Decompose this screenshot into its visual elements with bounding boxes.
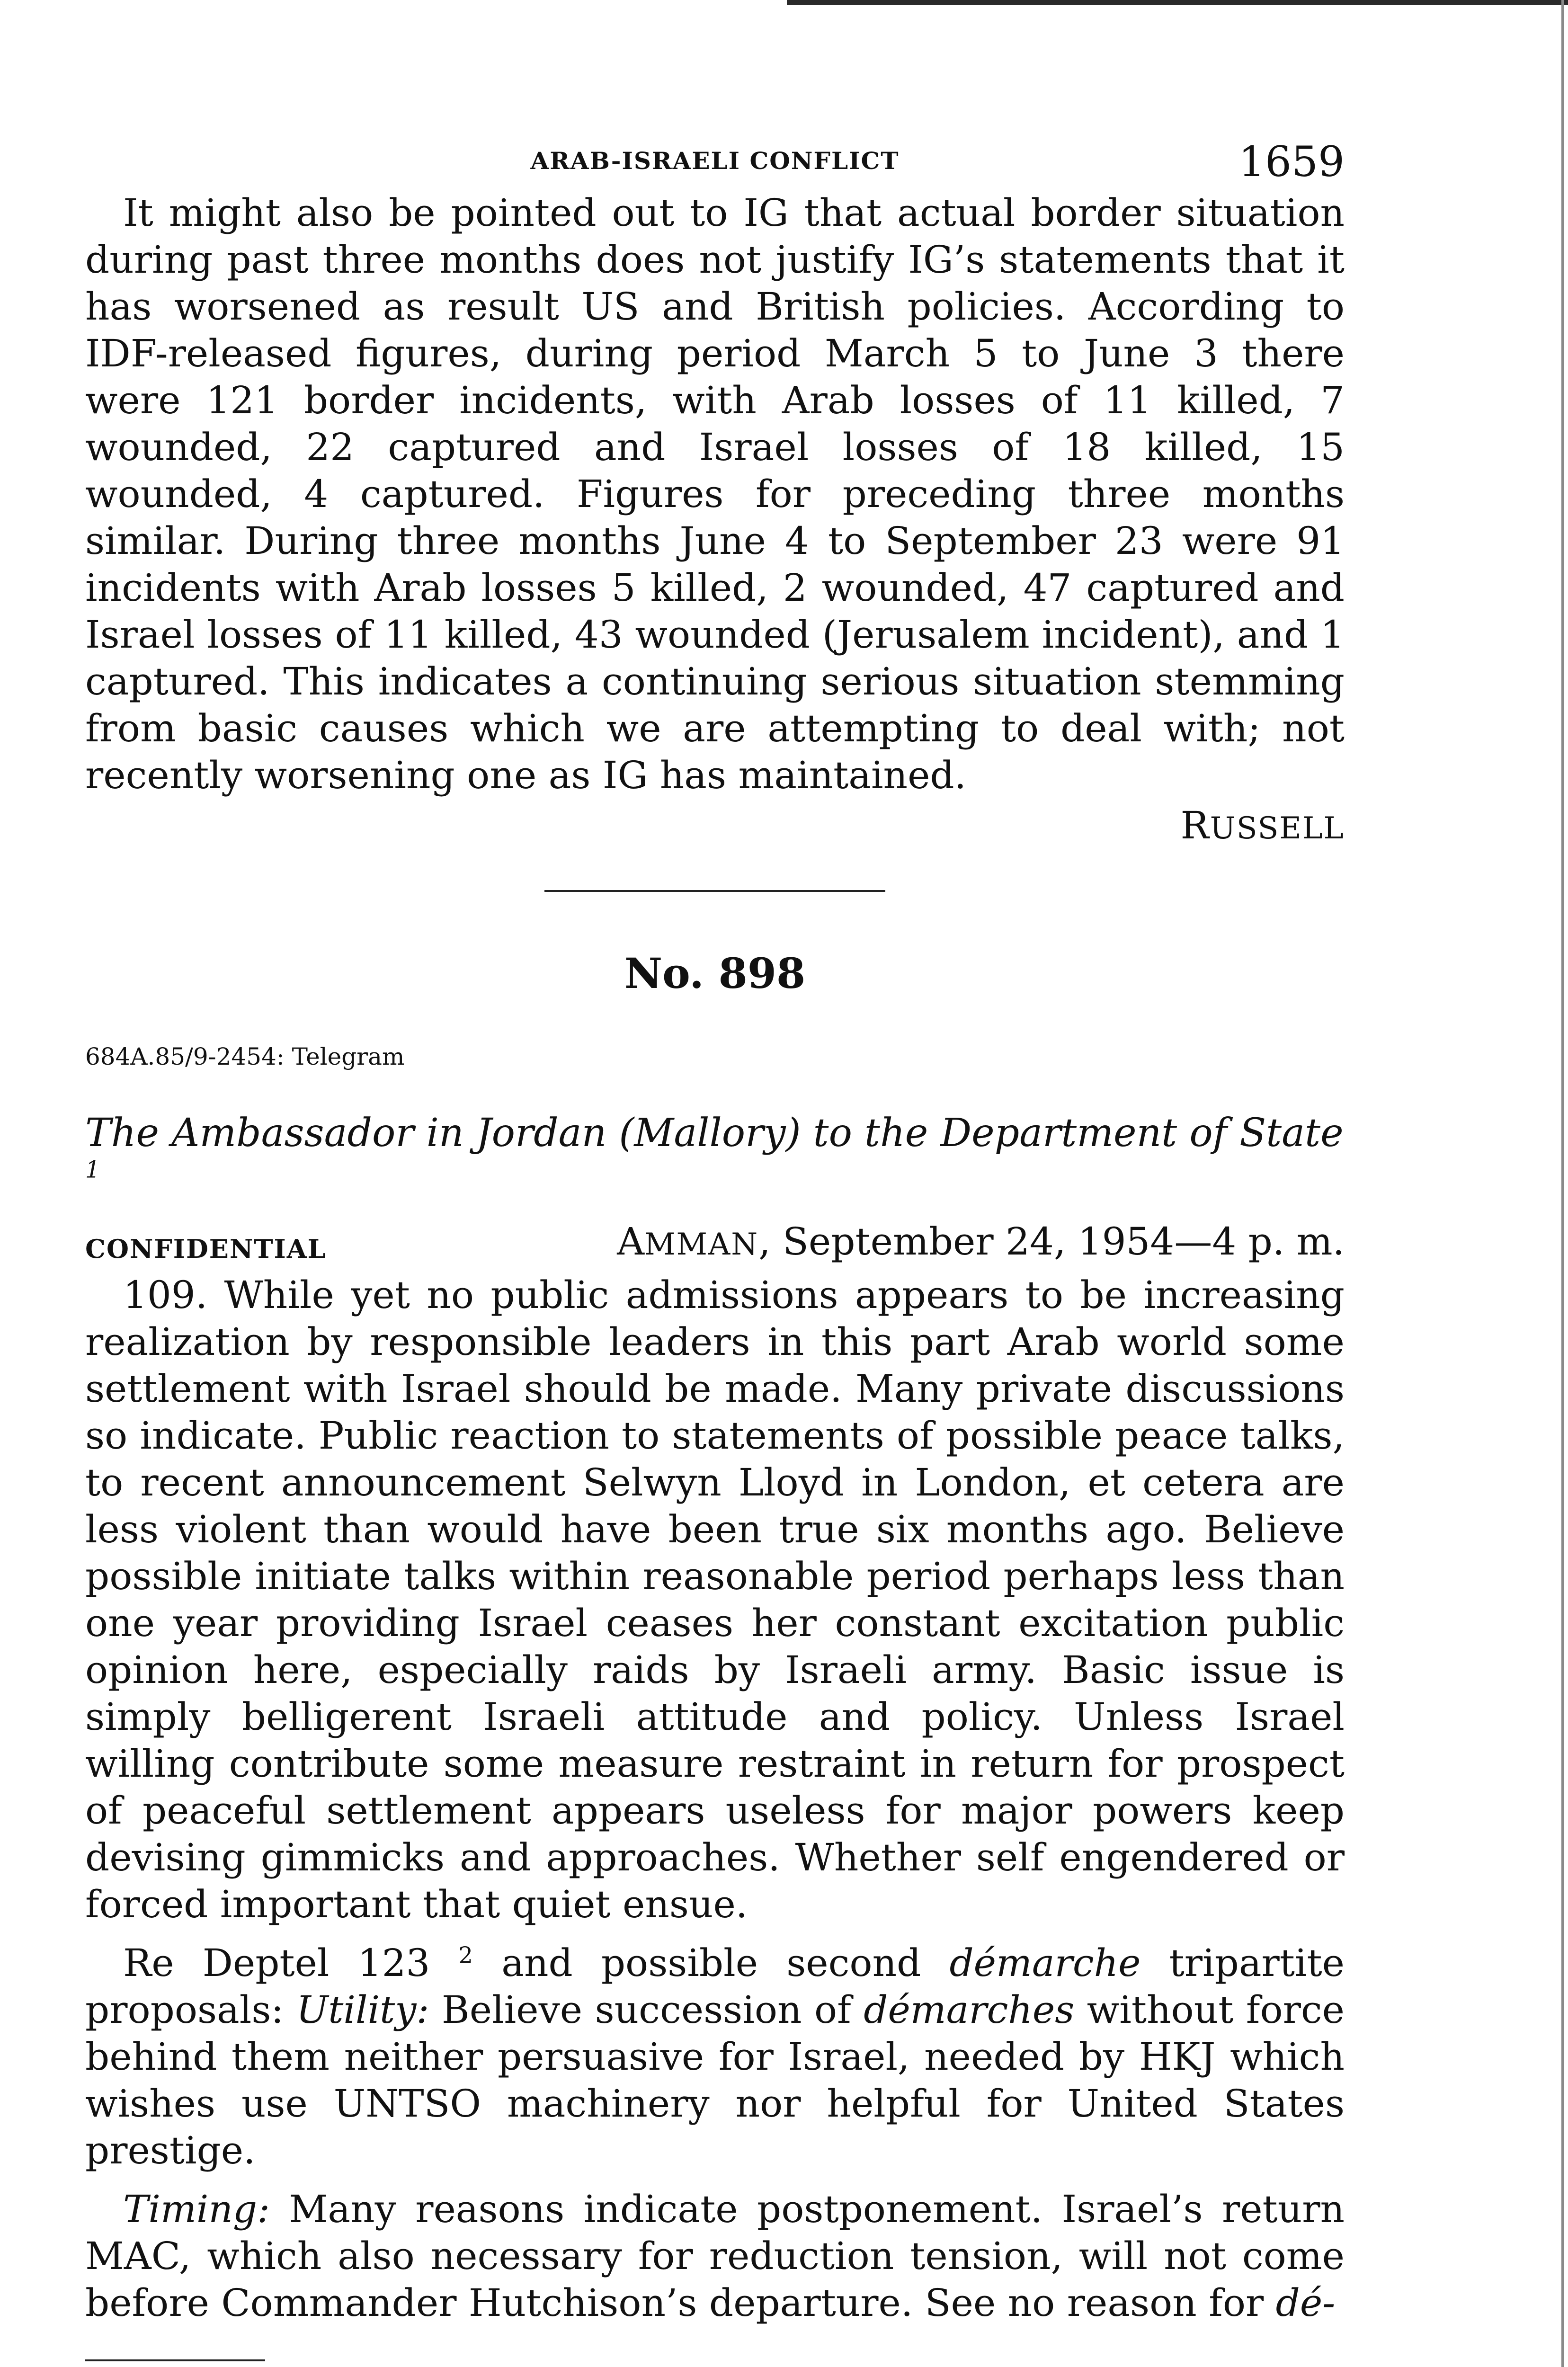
signature <box>85 803 1345 847</box>
file-code: 684A.85/9-2454: Telegram <box>85 1043 405 1070</box>
document-title <box>85 1111 1345 1201</box>
para2-mid1: and possible second <box>473 1941 950 1985</box>
scan-right-edge <box>1561 0 1564 2367</box>
para2-italic3: démarches <box>864 1988 1075 2032</box>
para2-italic2: Utility: <box>296 1988 429 2032</box>
dateline <box>85 1219 1345 1272</box>
place-rest: MMAN <box>644 1227 759 1262</box>
page-number: 1659 <box>1238 137 1345 186</box>
paragraph-re-deptel <box>85 1940 1345 2174</box>
document-page <box>85 133 1345 2367</box>
footnote-rule <box>85 2359 265 2361</box>
place-initial: A <box>617 1219 644 1264</box>
document-number: No. 898 <box>624 949 806 998</box>
para2-mid2: tripartite proposals: <box>85 1941 1345 2032</box>
para3-text: Many reasons indicate postponement. Israel’s return MAC, which also necessary for reduction tension, will not come before Commander Hutchison’s departure. See no reason for <box>85 2187 1345 2325</box>
place-date <box>617 1219 1345 1264</box>
classification: CONFIDENTIAL <box>85 1234 327 1264</box>
para2-end: without force behind them neither persuasive for Israel, needed by HKJ which wishes use UNTSO machinery nor helpful for United States prestige. <box>85 1988 1345 2172</box>
footnote-ref-1: 1 <box>85 1156 100 1184</box>
para2-start: Re Deptel 123 <box>123 1941 430 1985</box>
para3-italic-lead: Timing: <box>123 2187 270 2231</box>
running-head <box>85 133 1345 189</box>
signature-rest: USSELL <box>1210 811 1345 846</box>
document-title-text: The Ambassador in Jordan (Mallory) to the Department of State <box>85 1111 1344 1156</box>
section-divider <box>544 890 885 892</box>
para2-italic1: démarche <box>949 1941 1141 1985</box>
paragraph-109: 109. While yet no public admissions appears to be increasing realization by responsible leaders in this part Arab world some settlement with Israel should be made. Many private discussions so indicate. Public reaction to statements of possible peace talks, to recent announcement Selwyn Lloyd in London, et cetera are less violent than would have been true six months ago. Believe possible initiate talks within reasonable period perhaps less than one year providing Israel ceases her constant excitation public opinion here, especially raids by Israeli army. Basic issue is simply belligerent Israeli attitude and policy. Unless Israel willing contribute some measure restraint in return for prospect of peaceful settlement appears useless for major powers keep devising gimmicks and approaches. Whether self engendered or forced important that quiet ensue. <box>85 1273 1345 1926</box>
para2-mid3: Believe succession of <box>429 1988 864 2032</box>
running-title: ARAB-ISRAELI CONFLICT <box>530 147 900 175</box>
footnote-ref-2: 2 <box>458 1942 473 1969</box>
date: , September 24, 1954—4 p. m. <box>758 1219 1345 1264</box>
scan-top-edge-line <box>787 0 1568 5</box>
paragraph-timing <box>85 2186 1345 2326</box>
para3-italic-end: dé- <box>1275 2281 1336 2325</box>
previous-document-paragraph: It might also be pointed out to IG that actual border situation during past three months does not justify IG’s statements that it has worsened as result US and British policies. According to IDF-released figures, during period March 5 to June 3 there were 121 border incidents, with Arab losses of 11 killed, 7 wounded, 22 captured and Israel losses of 18 killed, 15 wounded, 4 captured. Figures for preceding three months similar. During three months June 4 to September 23 were 91 incidents with Arab losses 5 killed, 2 wounded, 47 captured and Israel losses of 11 killed, 43 wounded (Jerusalem incident), and 1 captured. This indicates a continuing serious situation stemming from basic causes which we are attempting to deal with; not recently worsening one as IG has maintained. <box>85 191 1345 797</box>
signature-initial: R <box>1180 803 1210 847</box>
